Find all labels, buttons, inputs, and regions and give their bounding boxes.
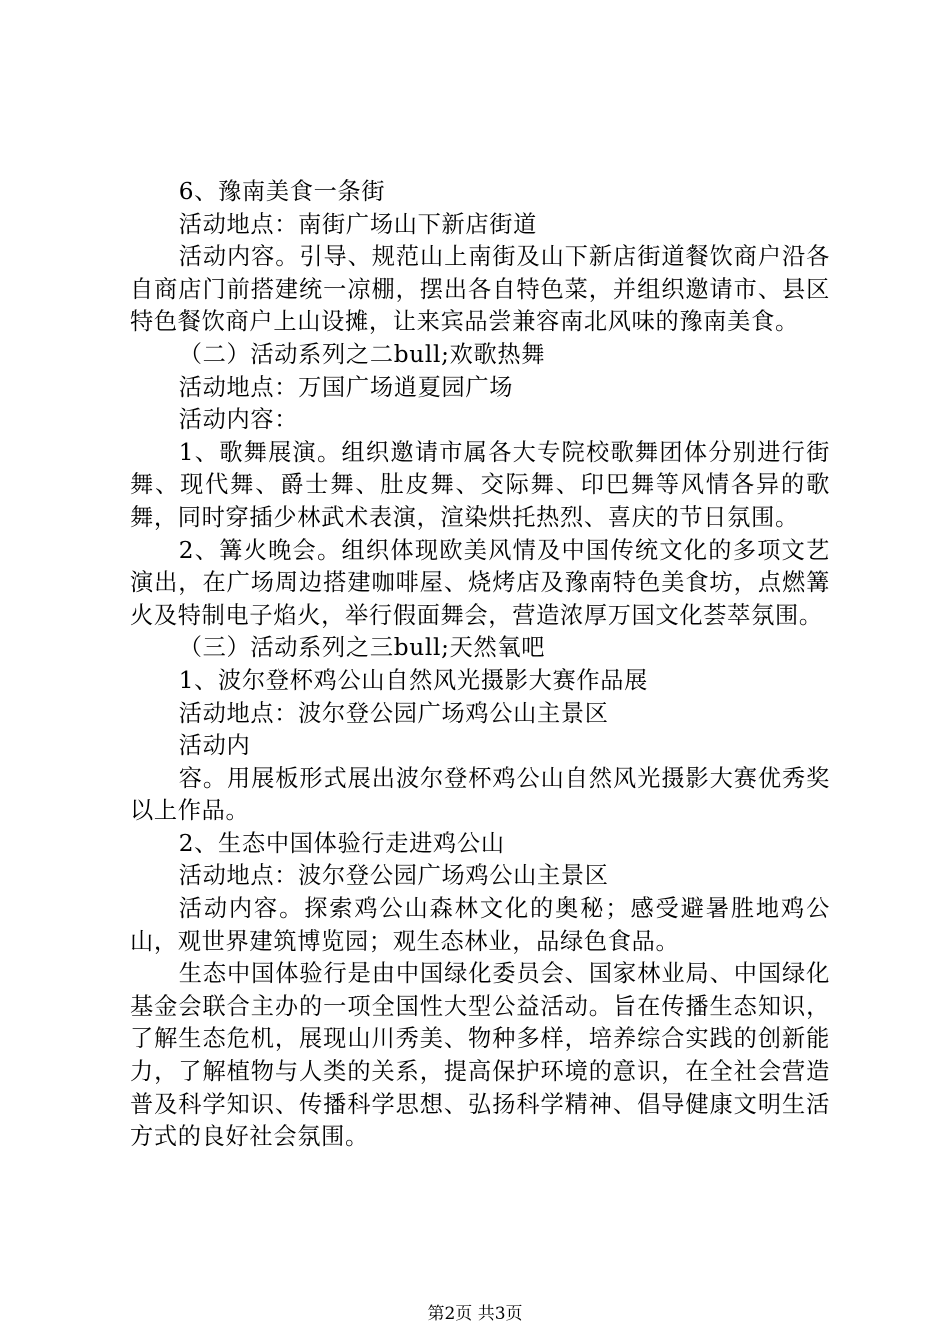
paragraph-section-heading: （二）活动系列之二bull;欢歌热舞 <box>178 340 546 368</box>
paragraph-content: 活动内容。探索鸡公山森林文化的奥秘；感受避暑胜地鸡公山，观世界建筑博览园；观生态林业，品绿色食品。 <box>130 895 830 955</box>
page-number: 第2页 共3页 <box>427 1304 523 1324</box>
paragraph-eco-description: 生态中国体验行是由中国绿化委员会、国家林业局、中国绿化基金会联合主办的一项全国性大型公益活动。旨在传播生态知识，了解生态危机，展现山川秀美、物种多样，培养综合实践的创新能力，了解植物与人类的关系，提高保护环境的意识，在全社会营造普及科学知识、传播科学思想、弘扬科学精神、倡导健康文明生活方式的良好社会氛围。 <box>130 960 830 1151</box>
paragraph-photo-exhibition: 1、波尔登杯鸡公山自然风光摄影大赛作品展 <box>178 666 649 694</box>
page-footer <box>0 1303 950 1325</box>
paragraph-content-label: 活动内容： <box>178 406 299 434</box>
paragraph-dance-show: 1、歌舞展演。组织邀请市属各大专院校歌舞团体分别进行街舞、现代舞、爵士舞、肚皮舞、交际舞、印巴舞等风情各异的歌舞，同时穿插少林武术表演，渲染烘托热烈、喜庆的节日氛围。 <box>130 438 830 531</box>
document-body <box>130 176 830 1154</box>
paragraph-location: 活动地点：万国广场逍夏园广场 <box>178 373 514 401</box>
paragraph-location: 活动地点：波尔登公园广场鸡公山主景区 <box>178 699 609 727</box>
paragraph-section-heading: （三）活动系列之三bull;天然氧吧 <box>178 634 546 662</box>
paragraph-eco-tour: 2、生态中国体验行走进鸡公山 <box>178 829 505 857</box>
paragraph-location: 活动地点：波尔登公园广场鸡公山主景区 <box>178 862 609 890</box>
paragraph-content: 活动内容。引导、规范山上南街及山下新店街道餐饮商户沿各自商店门前搭建统一凉棚，摆出各自特色菜，并组织邀请市、县区特色餐饮商户上山设摊，让来宾品尝兼容南北风味的豫南美食。 <box>130 243 830 336</box>
paragraph-heading-food-street: 6、豫南美食一条街 <box>178 178 386 205</box>
paragraph-content: 容。用展板形式展出波尔登杯鸡公山自然风光摄影大赛优秀奖以上作品。 <box>130 764 830 825</box>
paragraph-content-label: 活动内 <box>178 732 251 760</box>
paragraph-location: 活动地点：南街广场山下新店街道 <box>178 210 538 238</box>
paragraph-bonfire-party: 2、篝火晚会。组织体现欧美风情及中国传统文化的多项文艺演出，在广场周边搭建咖啡屋、烧烤店及豫南特色美食坊，点燃篝火及特制电子焰火，举行假面舞会，营造浓厚万国文化荟萃氛围。 <box>130 536 830 629</box>
